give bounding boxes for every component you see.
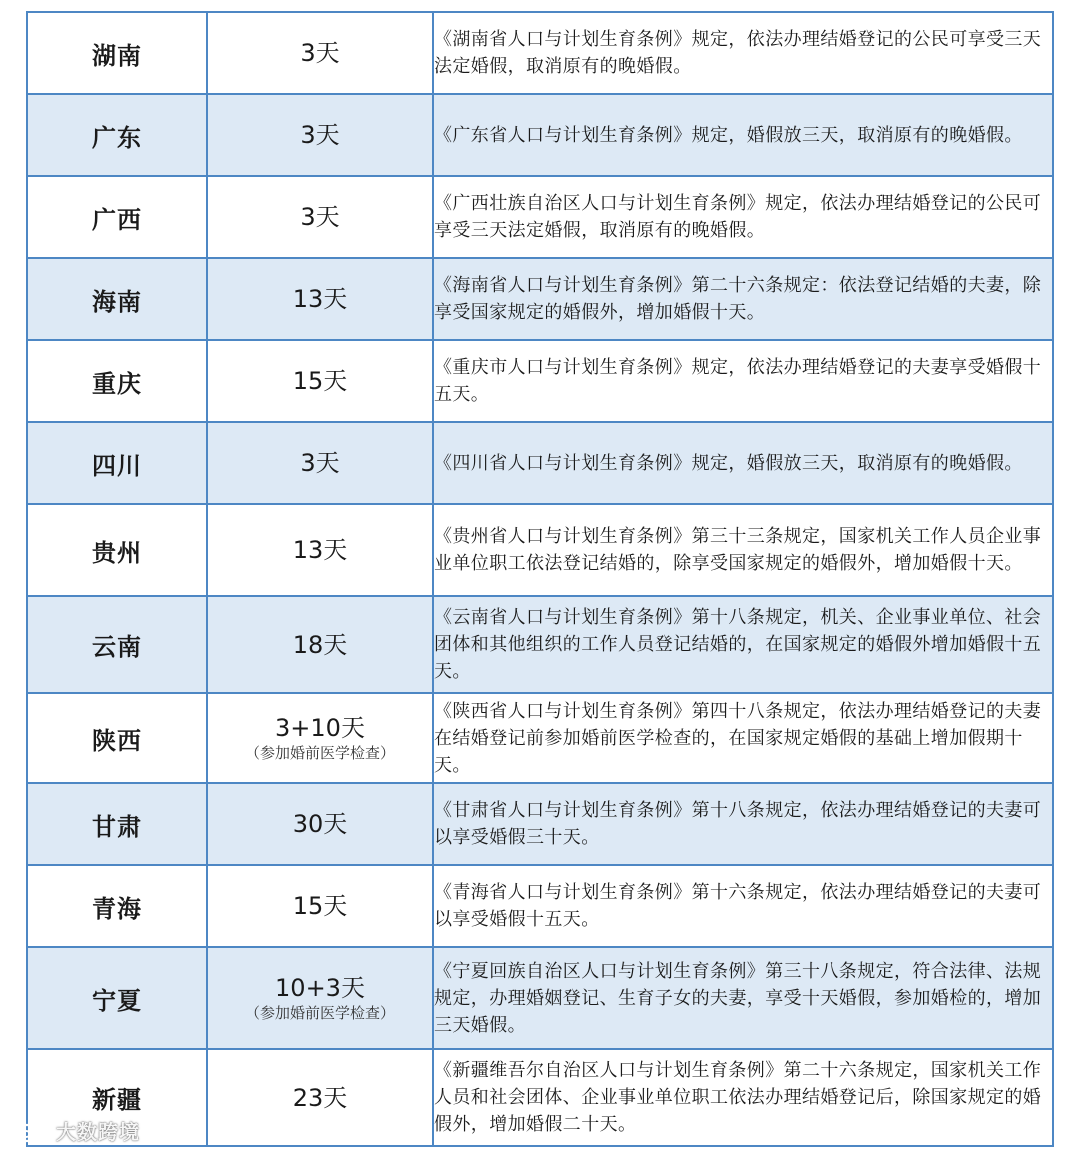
leave-days-value: 18天 xyxy=(292,630,348,659)
province-cell: 湖南 xyxy=(27,12,207,94)
leave-days-cell xyxy=(207,596,433,693)
regulation-text: 《甘肃省人口与计划生育条例》第十八条规定，依法办理结婚登记的夫妻可以享受婚假三十天。 xyxy=(434,800,1042,848)
table-row xyxy=(27,12,1053,94)
leave-days-note: （参加婚前医学检查） xyxy=(244,1004,395,1022)
leave-days-cell xyxy=(207,340,433,422)
table-row xyxy=(27,422,1053,504)
regulation-cell xyxy=(433,1049,1053,1146)
regulation-cell xyxy=(433,94,1053,176)
weibo-style-logo-icon xyxy=(12,1118,52,1144)
leave-days-cell xyxy=(207,258,433,340)
regulation-text: 《新疆维吾尔自治区人口与计划生育条例》第二十六条规定，国家机关工作人员和社会团体、企业事业单位职工依法办理结婚登记后，除国家规定的婚假外，增加婚假二十天。 xyxy=(434,1060,1042,1135)
leave-days-value: 23天 xyxy=(292,1083,348,1112)
regulation-text: 《四川省人口与计划生育条例》规定，婚假放三天，取消原有的晚婚假。 xyxy=(434,452,1023,474)
province-cell: 海南 xyxy=(27,258,207,340)
regulation-text: 《广东省人口与计划生育条例》规定，婚假放三天，取消原有的晚婚假。 xyxy=(434,124,1023,146)
regulation-cell xyxy=(433,12,1053,94)
leave-days-value: 3天 xyxy=(300,39,340,67)
regulation-text: 《重庆市人口与计划生育条例》规定，依法办理结婚登记的夫妻享受婚假十五天。 xyxy=(434,357,1042,405)
leave-days-cell xyxy=(207,865,433,947)
leave-days-value: 3天 xyxy=(300,203,340,231)
leave-days-cell xyxy=(207,12,433,94)
province-cell: 四川 xyxy=(27,422,207,504)
watermark-text: 大数跨境 xyxy=(56,1120,140,1144)
regulation-text: 《海南省人口与计划生育条例》第二十六条规定：依法登记结婚的夫妻，除享受国家规定的婚假外，增加婚假十天。 xyxy=(434,275,1042,323)
leave-days-value: 3天 xyxy=(300,121,340,149)
regulation-cell xyxy=(433,596,1053,693)
province-cell: 云南 xyxy=(27,596,207,693)
leave-days-cell xyxy=(207,693,433,783)
province-cell: 新疆 xyxy=(27,1049,207,1146)
province-cell: 重庆 xyxy=(27,340,207,422)
regulation-text: 《湖南省人口与计划生育条例》规定，依法办理结婚登记的公民可享受三天法定婚假，取消原有的晚婚假。 xyxy=(434,29,1042,77)
leave-days-cell xyxy=(207,947,433,1049)
regulation-cell xyxy=(433,340,1053,422)
province-cell: 宁夏 xyxy=(27,947,207,1049)
table-row xyxy=(27,340,1053,422)
regulation-cell xyxy=(433,693,1053,783)
table-row xyxy=(27,258,1053,340)
table-row xyxy=(27,94,1053,176)
leave-days-value: 3+10天 xyxy=(275,714,365,742)
province-cell: 甘肃 xyxy=(27,783,207,865)
regulation-cell xyxy=(433,176,1053,258)
leave-days-value: 13天 xyxy=(292,285,348,313)
table-row xyxy=(27,504,1053,596)
province-cell: 广东 xyxy=(27,94,207,176)
leave-days-cell xyxy=(207,94,433,176)
leave-days-cell xyxy=(207,504,433,596)
regulation-cell xyxy=(433,865,1053,947)
marriage-leave-table-container xyxy=(26,11,1052,1147)
leave-days-cell xyxy=(207,176,433,258)
regulation-cell xyxy=(433,504,1053,596)
leave-days-cell xyxy=(207,783,433,865)
regulation-text: 《广西壮族自治区人口与计划生育条例》规定，依法办理结婚登记的公民可享受三天法定婚假，取消原有的晚婚假。 xyxy=(434,193,1042,241)
leave-days-cell xyxy=(207,422,433,504)
table-row xyxy=(27,596,1053,693)
leave-days-value: 30天 xyxy=(292,810,348,838)
table-row xyxy=(27,865,1053,947)
regulation-cell xyxy=(433,422,1053,504)
province-cell: 贵州 xyxy=(27,504,207,596)
marriage-leave-table xyxy=(26,11,1054,1147)
table-row xyxy=(27,1049,1053,1146)
regulation-cell xyxy=(433,258,1053,340)
province-cell: 青海 xyxy=(27,865,207,947)
regulation-text: 《云南省人口与计划生育条例》第十八条规定，机关、企业事业单位、社会团体和其他组织的工作人员登记结婚的，在国家规定的婚假外增加婚假十五天。 xyxy=(434,607,1042,682)
regulation-text: 《贵州省人口与计划生育条例》第三十三条规定，国家机关工作人员企业事业单位职工依法登记结婚的，除享受国家规定的婚假外，增加婚假十天。 xyxy=(434,526,1042,574)
leave-days-value: 15天 xyxy=(292,367,348,395)
table-row xyxy=(27,947,1053,1049)
regulation-cell xyxy=(433,783,1053,865)
leave-days-note: （参加婚前医学检查） xyxy=(244,744,395,762)
leave-days-value: 15天 xyxy=(292,892,348,920)
leave-days-value: 13天 xyxy=(292,536,348,564)
regulation-text: 《青海省人口与计划生育条例》第十六条规定，依法办理结婚登记的夫妻可以享受婚假十五天。 xyxy=(434,882,1042,930)
province-cell: 广西 xyxy=(27,176,207,258)
watermark xyxy=(12,1116,140,1145)
regulation-cell xyxy=(433,947,1053,1049)
table-row xyxy=(27,783,1053,865)
leave-days-cell xyxy=(207,1049,433,1146)
table-row xyxy=(27,693,1053,783)
regulation-text: 《陕西省人口与计划生育条例》第四十八条规定，依法办理结婚登记的夫妻在结婚登记前参加婚前医学检查的，在国家规定婚假的基础上增加假期十天。 xyxy=(434,700,1042,776)
province-cell: 陕西 xyxy=(27,693,207,783)
leave-days-value: 10+3天 xyxy=(275,974,365,1002)
table-row xyxy=(27,176,1053,258)
leave-days-value: 3天 xyxy=(300,449,340,477)
regulation-text: 《宁夏回族自治区人口与计划生育条例》第三十八条规定，符合法律、法规规定，办理婚姻登记、生育子女的夫妻，享受十天婚假，参加婚检的，增加三天婚假。 xyxy=(434,960,1042,1036)
